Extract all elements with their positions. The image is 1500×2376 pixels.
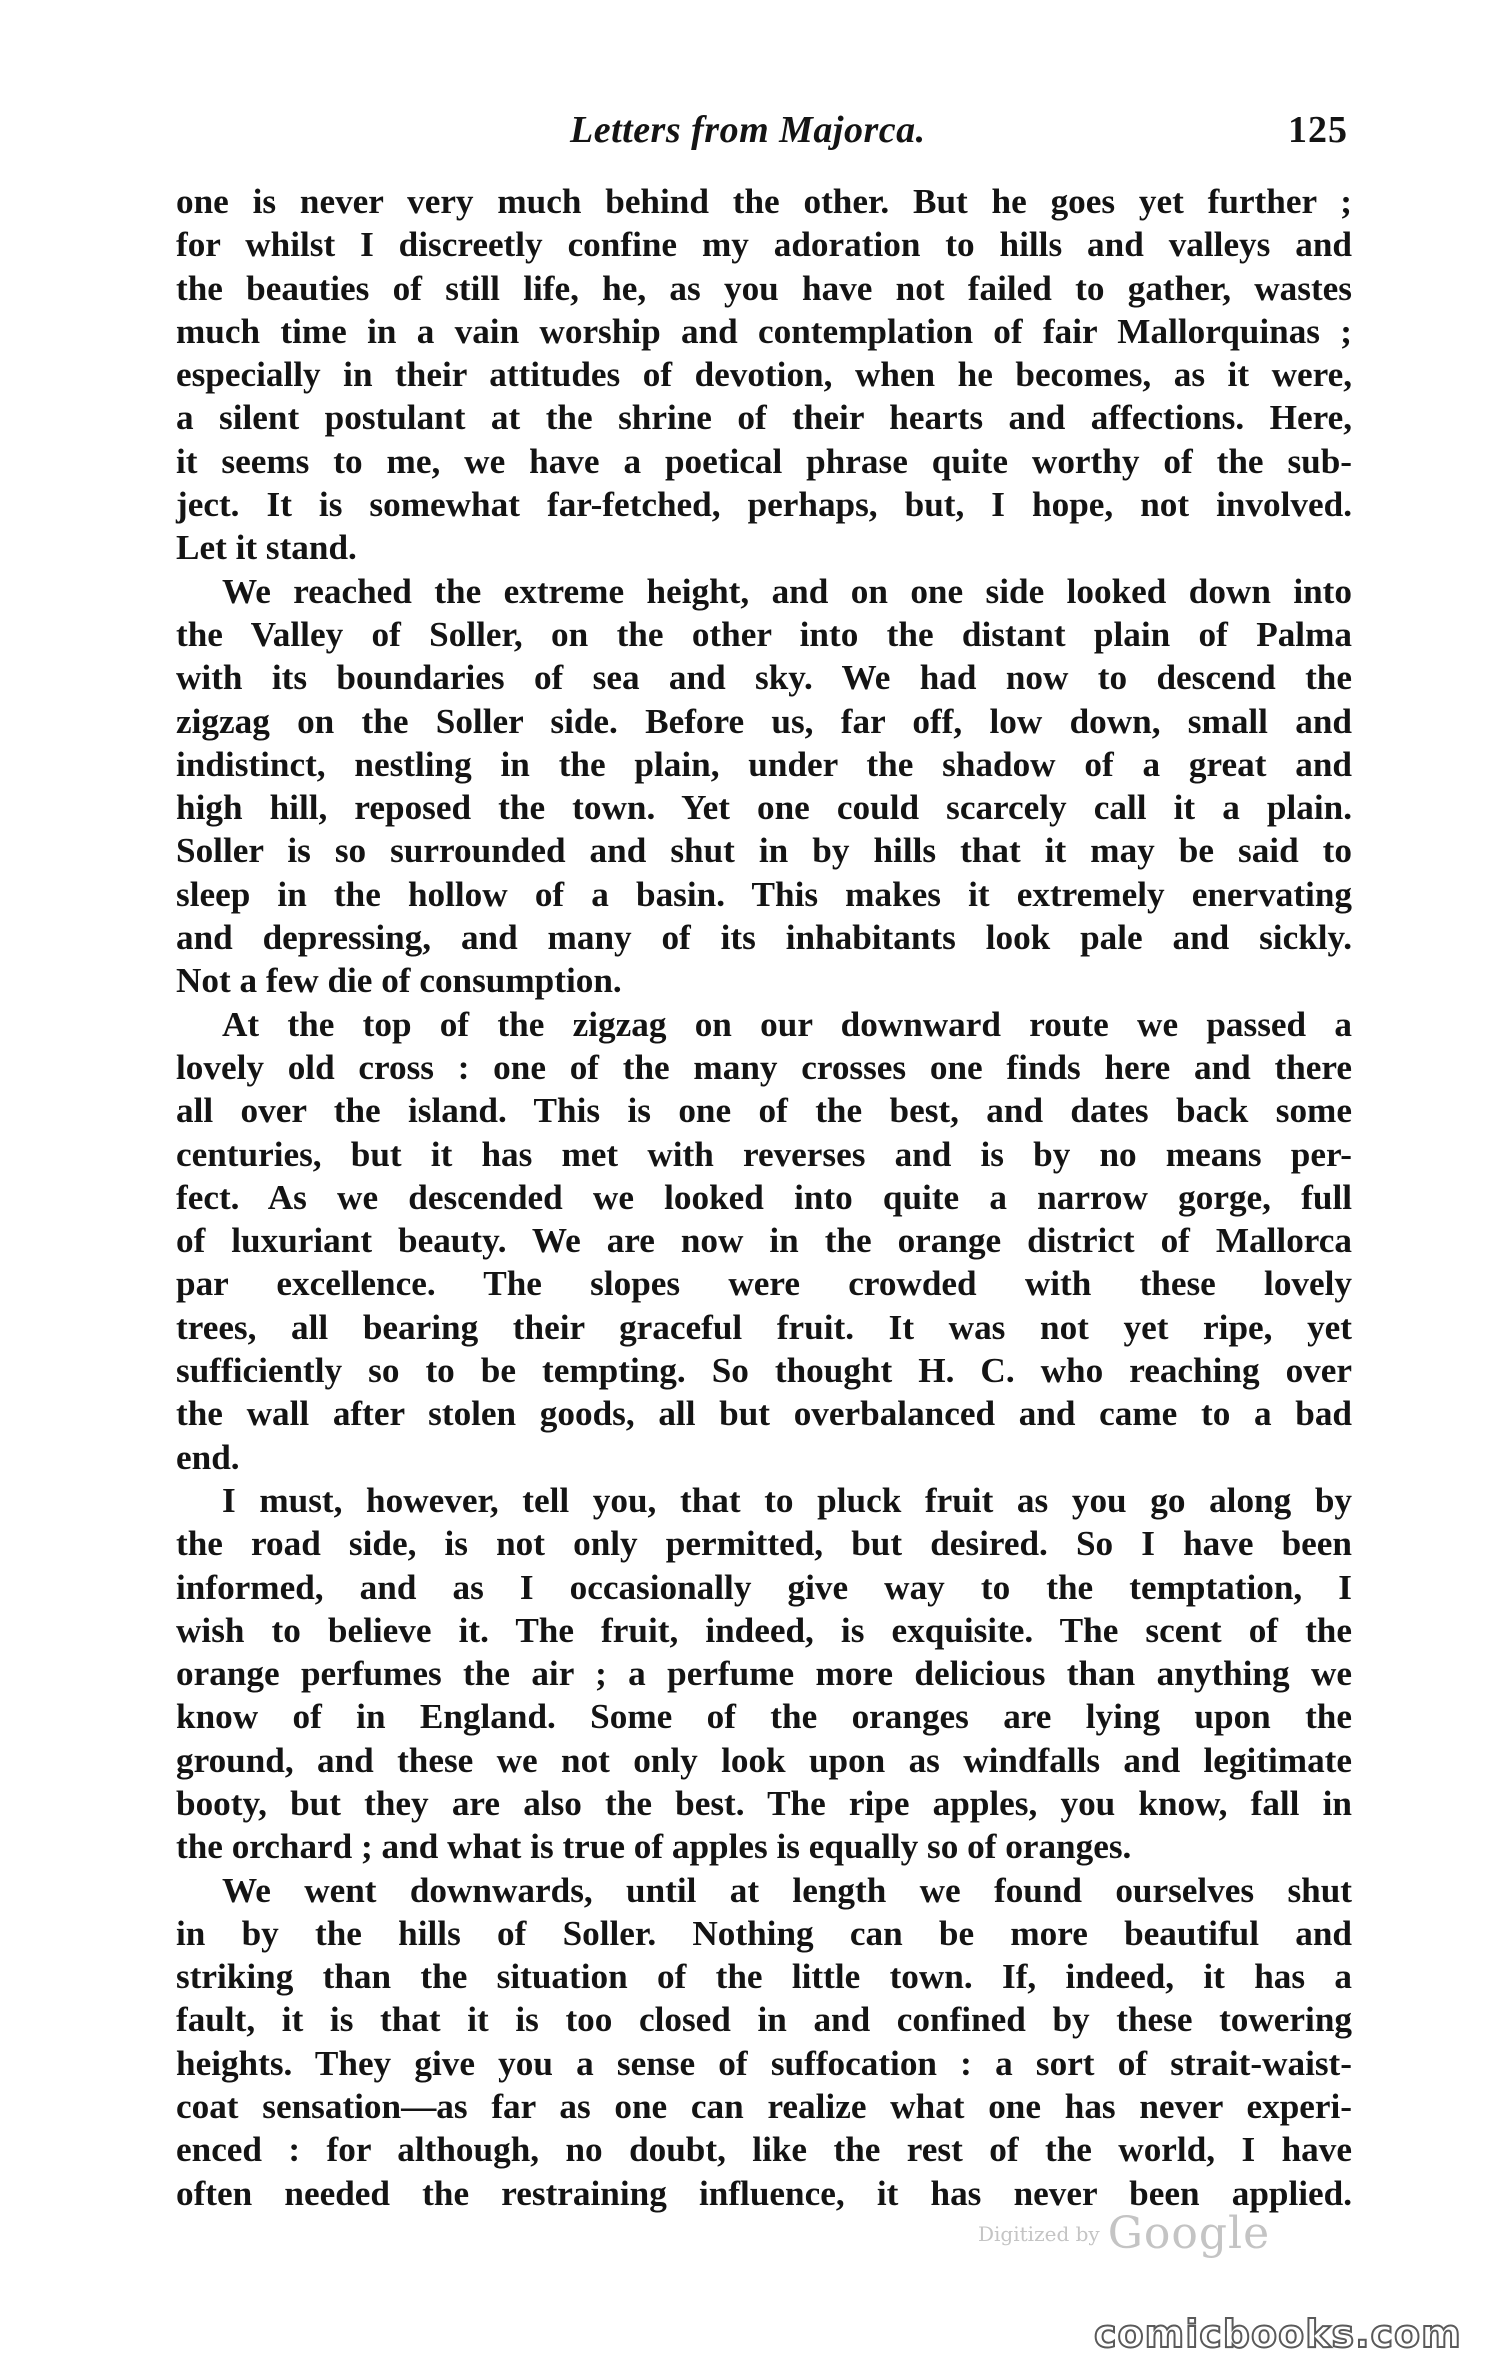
text-line: informed, and as I occasionally give way to the temptation, I xyxy=(176,1567,1352,1607)
page-header xyxy=(176,108,1352,168)
text-line: sleep in the hollow of a basin. This makes it extremely enervating xyxy=(176,874,1352,914)
text-line: zigzag on the Soller side. Before us, far off, low down, small and xyxy=(176,701,1352,741)
text-line: centuries, but it has met with reverses and is by no means per- xyxy=(176,1134,1352,1174)
text-line: one is never very much behind the other. But he goes yet further ; xyxy=(176,182,1352,221)
watermark-brand: Google xyxy=(1107,2208,1271,2259)
text-line: of luxuriant beauty. We are now in the orange district of Mallorca xyxy=(176,1221,1352,1261)
text-line: enced : for although, no doubt, like the rest of the world, I have xyxy=(176,2130,1352,2170)
text-line: the road side, is not only permitted, but desired. So I have been xyxy=(176,1524,1352,1564)
text-line: lovely old cross : one of the many crosses one finds here and there xyxy=(176,1047,1352,1087)
text-line: often needed the restraining influence, it has never been applied. xyxy=(176,2173,1352,2213)
text-line: booty, but they are also the best. The ripe apples, you know, fall in xyxy=(176,1783,1352,1823)
text-line: end. xyxy=(176,1437,240,1477)
text-line: indistinct, nestling in the plain, under the shadow of a great and xyxy=(176,744,1352,784)
text-line: the Valley of Soller, on the other into the distant plain of Palma xyxy=(176,614,1352,654)
text-line: in by the hills of Soller. Nothing can be more beautiful and xyxy=(176,1913,1352,1953)
text-line: At the top of the zigzag on our downward route we passed a xyxy=(222,1004,1352,1044)
text-line: the wall after stolen goods, all but overbalanced and came to a bad xyxy=(176,1394,1352,1434)
text-line: the beauties of still life, he, as you have not failed to gather, wastes xyxy=(176,268,1352,308)
text-line: striking than the situation of the little town. If, indeed, it has a xyxy=(176,1957,1352,1997)
text-line: it seems to me, we have a poetical phrase quite worthy of the sub- xyxy=(176,441,1352,481)
text-line: and depressing, and many of its inhabitants look pale and sickly. xyxy=(176,918,1352,958)
paragraph xyxy=(176,570,1352,1003)
text-line: much time in a vain worship and contemplation of fair Mallorquinas ; xyxy=(176,311,1352,351)
text-line: heights. They give you a sense of suffocation : a sort of strait-waist- xyxy=(176,2043,1352,2083)
text-line: know of in England. Some of the oranges are lying upon the xyxy=(176,1697,1352,1737)
digitized-watermark xyxy=(978,2208,1270,2259)
body-text xyxy=(176,180,1352,2215)
page-number: 125 xyxy=(1288,109,1348,151)
paragraph xyxy=(176,1869,1352,2215)
text-line: wish to believe it. The fruit, indeed, is exquisite. The scent of the xyxy=(176,1610,1352,1650)
text-line: trees, all bearing their graceful fruit. It was not yet ripe, yet xyxy=(176,1307,1352,1347)
paragraph xyxy=(176,1479,1352,1869)
watermark-prefix: Digitized by xyxy=(978,2221,1100,2246)
text-line: par excellence. The slopes were crowded with these lovely xyxy=(176,1264,1352,1304)
text-line: with its boundaries of sea and sky. We had now to descend the xyxy=(176,658,1352,698)
text-line: fect. As we descended we looked into quite a narrow gorge, full xyxy=(176,1177,1352,1217)
text-line: We reached the extreme height, and on one side looked down into xyxy=(222,571,1352,611)
running-title: Letters from Majorca. xyxy=(570,109,926,151)
text-line: ground, and these we not only look upon as windfalls and legitimate xyxy=(176,1740,1352,1780)
paragraph xyxy=(176,180,1352,570)
text-line: a silent postulant at the shrine of their hearts and affections. Here, xyxy=(176,398,1352,438)
site-watermark: comicbooks.com xyxy=(1094,2312,1462,2356)
text-line: coat sensation—as far as one can realize what one has never experi- xyxy=(176,2087,1352,2127)
text-line: especially in their attitudes of devotion, when he becomes, as it were, xyxy=(176,355,1352,395)
text-line: orange perfumes the air ; a perfume more delicious than anything we xyxy=(176,1654,1352,1694)
text-line: high hill, reposed the town. Yet one could scarcely call it a plain. xyxy=(176,788,1352,828)
text-line: Not a few die of consumption. xyxy=(176,961,622,1001)
text-line: Soller is so surrounded and shut in by hills that it may be said to xyxy=(176,831,1352,871)
text-line: for whilst I discreetly confine my adoration to hills and valleys and xyxy=(176,225,1352,265)
text-line: I must, however, tell you, that to pluck fruit as you go along by xyxy=(222,1480,1352,1520)
text-line: ject. It is somewhat far-fetched, perhaps, but, I hope, not involved. xyxy=(176,485,1352,525)
text-line: We went downwards, until at length we found ourselves shut xyxy=(222,1870,1352,1910)
text-line: the orchard ; and what is true of apples is equally so of oranges. xyxy=(176,1827,1132,1867)
paragraph xyxy=(176,1003,1352,1479)
text-line: Let it stand. xyxy=(176,528,357,568)
text-line: all over the island. This is one of the best, and dates back some xyxy=(176,1091,1352,1131)
text-line: fault, it is that it is too closed in and confined by these towering xyxy=(176,2000,1352,2040)
text-line: sufficiently so to be tempting. So thought H. C. who reaching over xyxy=(176,1351,1352,1391)
